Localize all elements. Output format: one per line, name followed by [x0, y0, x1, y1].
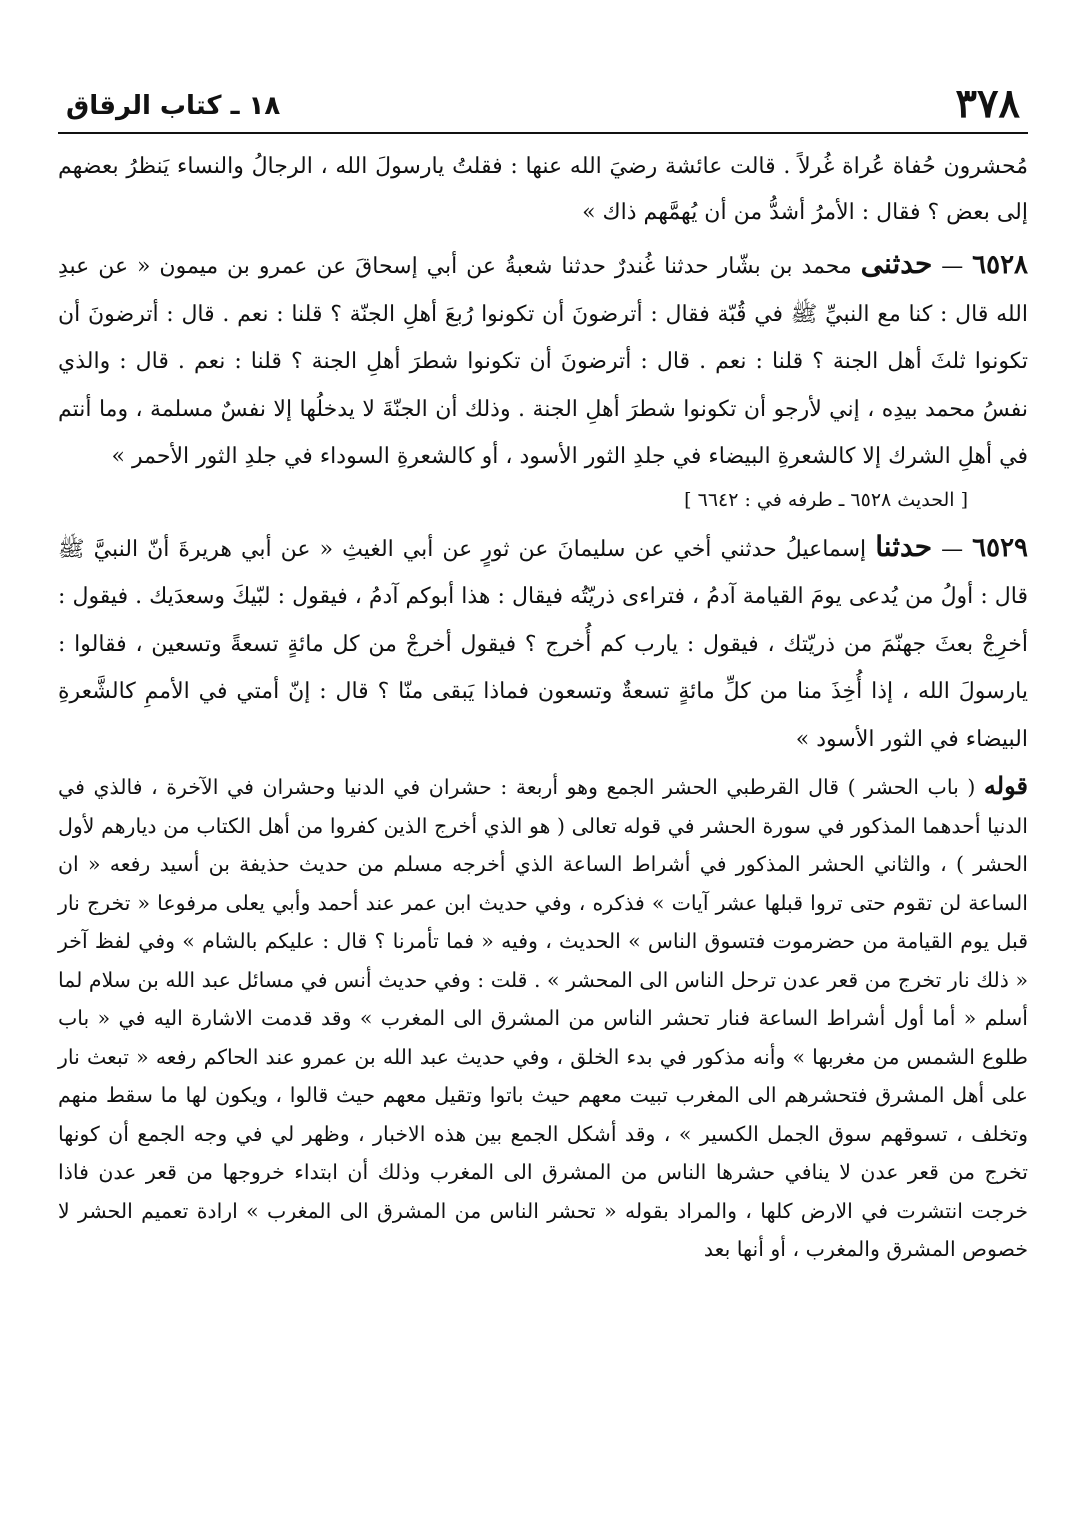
dash: — — [932, 536, 964, 562]
commentary-text: ( باب الحشر ) قال القرطبي الحشر الجمع وهو أربعة : حشران في الدنيا وحشران في الآخرة ، فالذي في الدنيا أحدهما المذكور في سورة الحشر في قوله تعالى ( هو الذي أخرج الذين كفروا من أهل الكتاب من ديارهم لأول الحشر ) ، والثاني الحشر المذكور في أشراط الساعة الذي أخرجه مسلم من حديث حذيفة بن أسيد رفعه « ان الساعة لن تقوم حتى تروا قبلها عشر آيات » فذكره ، وفي حديث ابن عمر عند أحمد وأبي يعلى مرفوعا « تخرج نار قبل يوم القيامة من حضرموت فتسوق الناس » الحديث ، وفيه « فما تأمرنا ؟ قال : عليكم بالشام » وفي لفظ آخر « ذلك نار تخرج من قعر عدن ترحل الناس الى المحشر » . قلت : وفي حديث أنس في مسائل عبد الله بن سلام لما أسلم « أما أول أشراط الساعة فنار تحشر الناس من المشرق الى المغرب » وقد قدمت الاشارة اليه في « باب طلوع الشمس من مغربها » وأنه مذكور في بدء الخلق ، وفي حديث عبد الله بن عمرو عند الحاكم رفعه « تبعث نار على أهل المشرق فتحشرهم الى المغرب تبيت معهم حيث باتوا وتقيل معهم حيث قالوا ، ويكون لها ما سقط منهم وتخلف ، تسوقهم سوق الجمل الكسير » ، وقد أشكل الجمع بين هذه الاخبار ، وظهر لي في وجه الجمع أن كونها تخرج من قعر عدن لا ينافي حشرها الناس من المشرق الى المغرب وذلك أن ابتداء خروجها من قعر عدن فاذا خرجت انتشرت في الارض كلها ، والمراد بقوله « تحشر الناس من المشرق الى المغرب » ارادة تعميم الحشر لا خصوص المشرق والمغرب ، أو أنها بعد — [58, 775, 1028, 1261]
hadith-keyword: حدثنا — [875, 529, 933, 563]
hadith-6529-paragraph — [58, 523, 1028, 764]
hadith-number: ٦٥٢٨ — [972, 250, 1028, 280]
commentary-lead-word: قوله — [983, 771, 1028, 800]
page-number: ٣٧٨ — [955, 80, 1020, 127]
hadith-cross-reference-note: [ الحديث ٦٥٢٨ ـ طرفه في : ٦٦٤٢ ] — [684, 488, 968, 511]
hadith-6529 — [58, 523, 1028, 764]
intro-paragraph — [58, 144, 1028, 236]
hadith-6528-paragraph — [58, 240, 1028, 481]
hadith-text: محمد بن بشّار حدثنا غُندرٌ حدثنا شعبةُ عن أبي إسحاقَ عن عمرو بن ميمون « عن عبدِ الله قال : كنا مع النبيِّ ﷺ في قُبّة فقال : أترضونَ أن تكونوا رُبعَ أهلِ الجنّة ؟ قلنا : نعم . قال : أترضونَ أن تكونوا ثلثَ أهل الجنة ؟ قلنا : نعم . قال : أترضونَ أن تكونوا شطرَ أهلِ الجنة ؟ قلنا : نعم . قال : والذي نفسُ محمد بيدِه ، إني لأرجو أن تكونوا شطرَ أهلِ الجنة . وذلك أن الجنّةَ لا يدخلُها إلا نفسٌ مسلمة ، وما أنتم في أهلِ الشرك إلا كالشعرةِ البيضاء في جلدِ الثور الأسود ، أو كالشعرةِ السوداء في جلدِ الثور الأحمر » — [58, 254, 1028, 469]
commentary-paragraph — [58, 767, 1028, 1269]
commentary-section — [58, 767, 1028, 1269]
page-header — [58, 80, 1028, 134]
dash: — — [932, 254, 964, 279]
running-title: ١٨ ـ كتاب الرقاق — [66, 91, 281, 121]
hadith-number: ٦٥٢٩ — [972, 532, 1029, 563]
hadith-6528 — [58, 240, 1028, 481]
hadith-keyword: حدثنى — [860, 247, 933, 280]
intro-text: مُحشرون حُفاة عُراة غُرلاً . قالت عائشة رضيَ الله عنها : فقلتُ يارسولَ الله ، الرجالُ والنساء يَنظرُ بعضهم إلى بعض ؟ فقال : الأمرُ أشدُّ من أن يُهمَّهم ذاك » — [58, 154, 1028, 225]
hadith-text: إسماعيلُ حدثني أخي عن سليمانَ عن ثورٍ عن أبي الغيثِ « عن أبي هريرةَ أنّ النبيَّ ﷺ قال : أولُ من يُدعى يومَ القيامة آدمُ ، فتراءى ذريّتُه فيقال : هذا أبوكم آدمُ ، فيقول : لبّيكَ وسعدَيك . فيقول : أخرِجْ بعثَ جهنّمَ من ذريّتك ، فيقول : يارب كم أُخرج ؟ فيقول أخرجْ من كل مائةٍ تسعةً وتسعين ، فقالوا : يارسولَ الله ، إذا أُخِذَ منا من كلِّ مائةٍ تسعةٌ وتسعون فماذا يَبقى منّا ؟ قال : إنّ أمتي في الأممِ كالشَّعرةِ البيضاء في الثور الأسود » — [58, 536, 1028, 752]
